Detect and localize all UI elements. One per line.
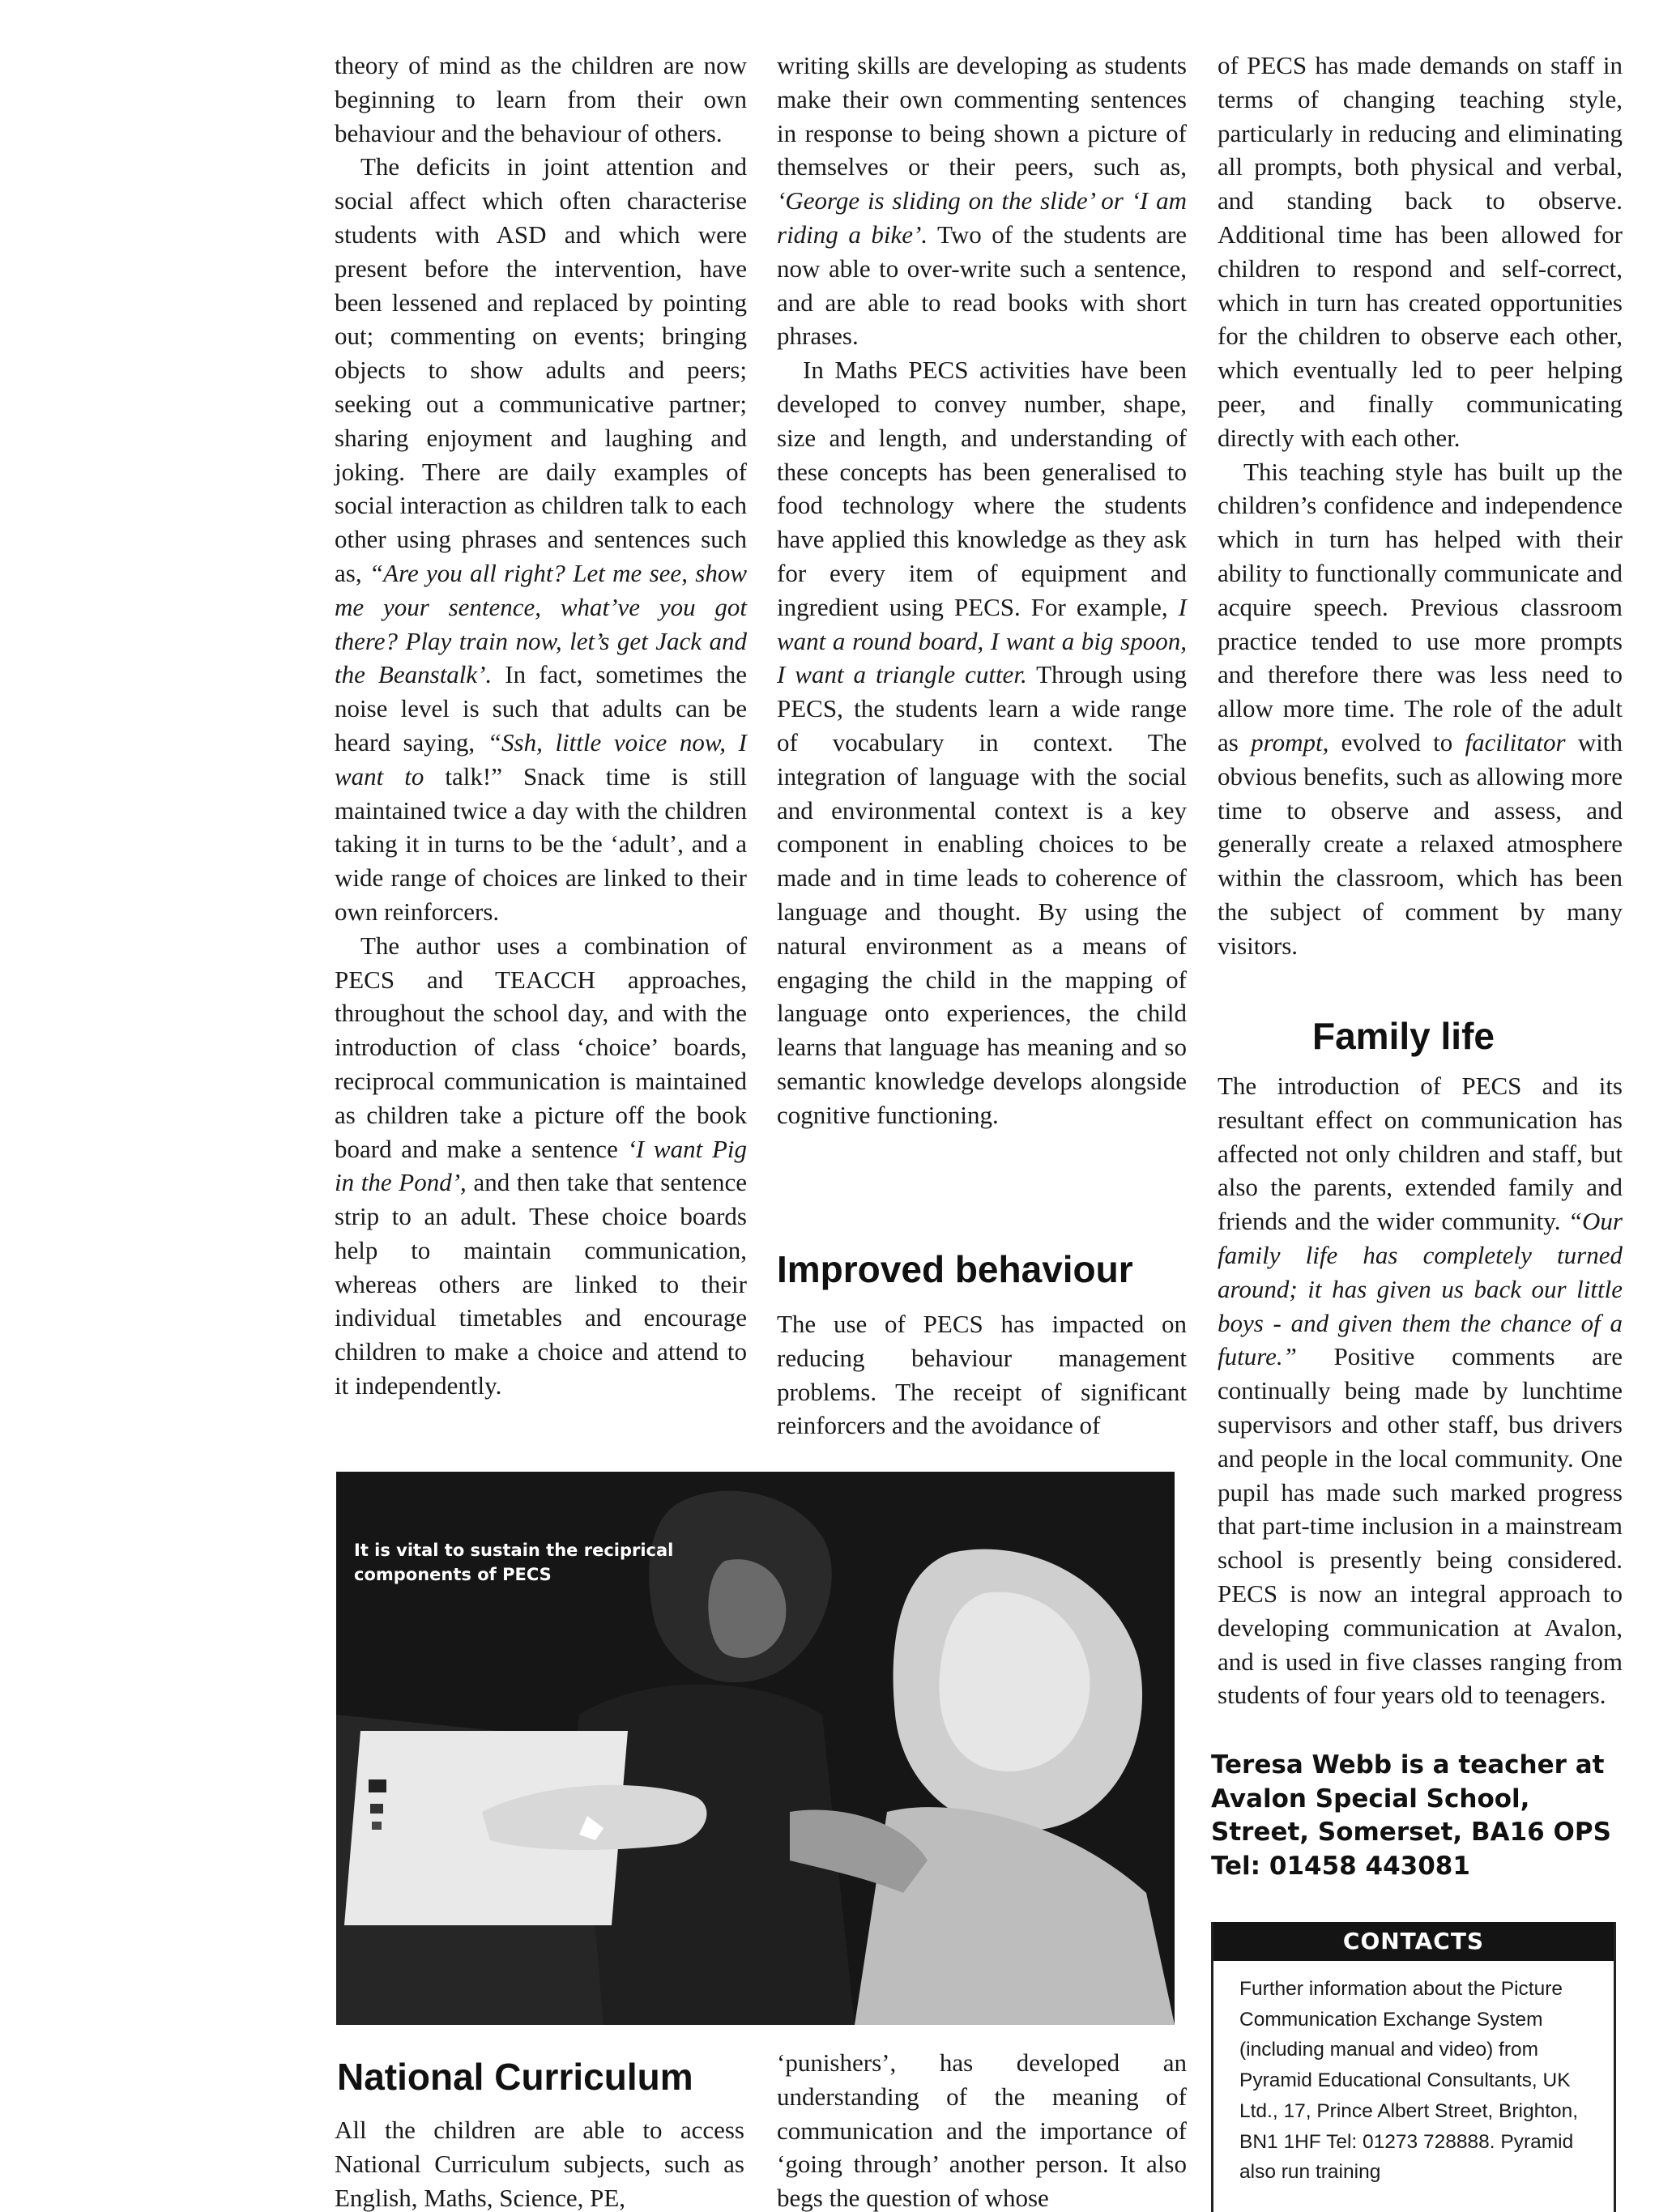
article-column-2: [777, 49, 1187, 1132]
family-life-text: [1218, 1069, 1623, 1712]
national-curriculum-text: [335, 2113, 744, 2212]
section-heading-national-curriculum: National Curriculum: [337, 2056, 693, 2098]
section-heading-improved-behaviour: Improved behaviour: [777, 1248, 1133, 1290]
quote: ‘George is sliding on the slide’ or ‘I am riding a bike’.: [777, 186, 1187, 249]
classroom-photo: [336, 1472, 1175, 2025]
paragraph: writing skills are developing as students make their own commenting sentences in response to being shown a picture of themselves or their peers, such as, ‘George is sliding on the slide’ or ‘I am riding a bike’. Two of the students are now able to over-write such a sentence, and are able to read books with short phrases.: [777, 51, 1188, 351]
quote: “Are you all right? Let me see, show me your sentence, what’ve you got there? Play train now, let’s get Jack and the Beanstalk’.: [335, 558, 747, 689]
paragraph: of PECS has made demands on staff in terms of changing teaching style, particularly in reducing and eliminating all prompts, both physical and verbal, and standing back to observe. Additional time has been allowed for children to respond and self-correct, which in turn has created opportunities for the children to observe each other, which eventually led to peer helping peer, and finally communicating directly with each other.: [1218, 51, 1623, 452]
paragraph: The use of PECS has impacted on reducing behaviour management problems. The receipt of significant reinforcers and the avoidance of: [777, 1310, 1187, 1440]
improved-behaviour-text: [777, 1307, 1187, 1443]
improved-behaviour-continued: [777, 2046, 1187, 2212]
paragraph: ‘punishers’, has developed an understanding of the meaning of communication and the importance of ‘going through’ another person. It also begs the question of whose: [777, 2048, 1187, 2212]
paragraph: In Maths PECS activities have been developed to convey number, shape, size and length, and understanding of these concepts has been generalised to food technology where the students have applied this knowledge as they ask for every item of equipment and ingredient using PECS. For example, I want a round board, I want a big spoon, I want a triangle cutter. Through using PECS, the students learn a wide range of vocabulary in context. The integration of language with the social and environmental context is a key component in enabling choices to be made and in time leads to coherence of language and thought. By using the natural environment as a means of engaging the child in the mapping of language onto experiences, the child learns that language has meaning and so semantic knowledge develops alongside cognitive functioning.: [777, 356, 1187, 1129]
paragraph: The deficits in joint attention and social affect which often characterise students with ASD and which were present before the intervention, have been lessened and replaced by pointing out; commenting on events; bringing objects to show adults and peers; seeking out a communicative partner; sharing enjoyment and laughing and joking. There are daily examples of social interaction as children talk to each other using phrases and sentences such as, “Are you all right? Let me see, show me your sentence, what’ve you got there? Play train now, let’s get Jack and the Beanstalk’. In fact, sometimes the noise level is such that adults can be heard saying, “Ssh, little voice now, I want to talk!” Snack time is still maintained twice a day with the children taking it in turns to be the ‘adult’, and a wide range of choices are linked to their own reinforcers.: [335, 152, 747, 926]
photo-caption: It is vital to sustain the reciprical components of PECS: [354, 1541, 674, 1584]
section-heading-family-life: Family life: [1312, 1015, 1495, 1057]
article-column-1: [335, 49, 747, 1403]
author-bio: Teresa Webb is a teacher at Avalon Special School, Street, Somerset, BA16 OPS Tel: 01458 443081: [1211, 1750, 1611, 1881]
contacts-box: [1211, 1922, 1616, 2212]
contacts-title: CONTACTS: [1213, 1922, 1614, 1961]
quote: ‘I want Pig in the Pond’,: [335, 1134, 747, 1197]
quote: I want a round board, I want a big spoon, I want a triangle cutter.: [777, 592, 1187, 689]
article-column-3: [1218, 49, 1623, 963]
quote: “Our family life has completely turned around; it has given us back our little boys - and given them the chance of a future.”: [1218, 1207, 1623, 1371]
paragraph: All the children are able to access National Curriculum subjects, such as English, Maths, Science, PE,: [335, 2116, 744, 2212]
paragraph: theory of mind as the children are now beginning to learn from their own behaviour and the behaviour of others.: [335, 51, 747, 147]
quote: “Ssh, little voice now, I want to: [335, 727, 747, 791]
contacts-body: Further information about the Picture Communication Exchange System (including manual and video) from Pyramid Educational Consultants, UK Ltd., 17, Prince Albert Street, Brighton, BN1 1HF Tel: 01273 728888. Pyramid also run training: [1239, 1978, 1579, 2184]
paragraph: This teaching style has built up the children’s confidence and independence which in turn has helped with their ability to functionally communicate and acquire speech. Previous classroom practice tended to use more prompts and therefore there was less need to allow more time. The role of the adult as prompt, evolved to facilitator with obvious benefits, such as allowing more time to observe and assess, and generally create a relaxed atmosphere within the classroom, which has been the subject of comment by many visitors.: [1218, 457, 1623, 960]
paragraph: The author uses a combination of PECS and TEACCH approaches, throughout the school day, and with the introduction of class ‘choice’ boards, reciprocal communication is maintained as children take a picture off the book board and make a sentence ‘I want Pig in the Pond’, and then take that sentence strip to an adult. These choice boards help to maintain communication, whereas others are linked to their individual timetables and encourage children to make a choice and attend to it independently.: [335, 931, 747, 1400]
paragraph: The introduction of PECS and its resultant effect on communication has affected not only children and staff, but also the parents, extended family and friends and the wider community. “Our family life has completely turned around; it has given us back our little boys - and given them the chance of a future.” Positive comments are continually being made by lunchtime supervisors and other staff, bus drivers and people in the local community. One pupil has made such marked progress that part-time inclusion in a mainstream school is presently being considered. PECS is now an integral approach to developing communication at Avalon, and is used in five classes ranging from students of four years old to teenagers.: [1218, 1072, 1623, 1710]
